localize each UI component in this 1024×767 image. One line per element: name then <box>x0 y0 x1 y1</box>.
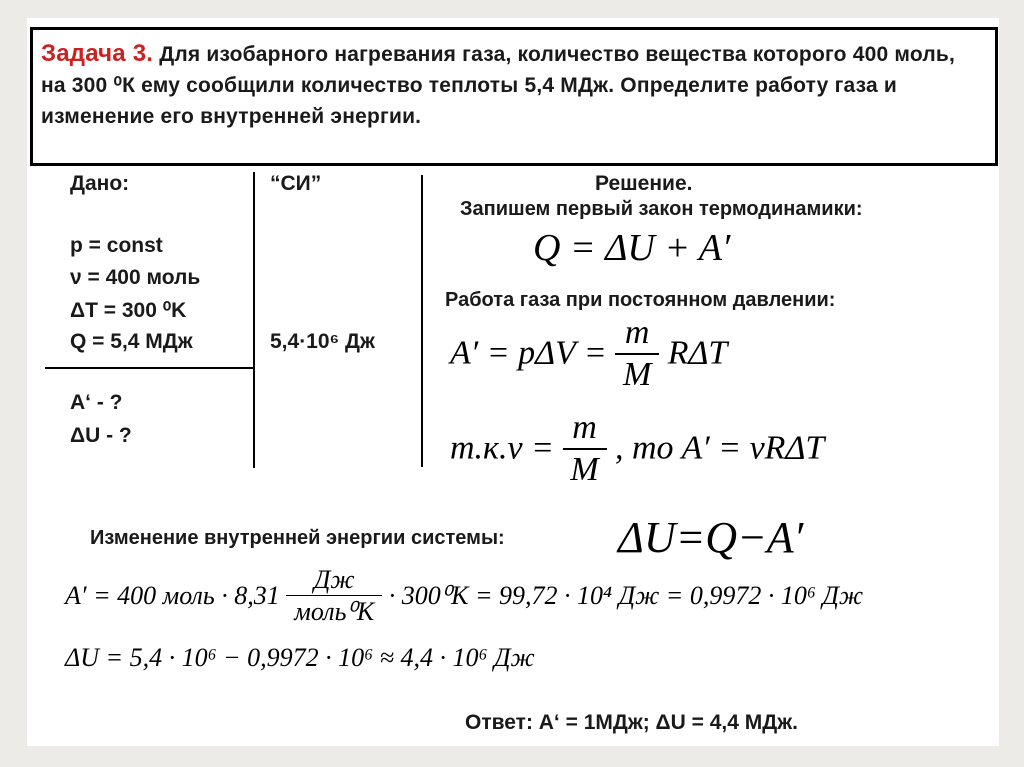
since-numerator: m <box>572 409 597 446</box>
since-denominator: M <box>570 450 599 488</box>
unit-numerator: Дж <box>313 565 355 594</box>
task-text: Для изобарного нагревания газа, количество вещества которого 400 моль, на 300 ⁰К ему сообщили количество теплоты 5,4 МДж. Определите работу газа и изменение его внутренней энергии. <box>41 43 956 128</box>
work-numerator: m <box>624 314 650 351</box>
task-box <box>30 27 998 166</box>
answer: Ответ: A‘ = 1МДж; ΔU = 4,4 МДж. <box>465 711 798 734</box>
given-line: p = const <box>70 234 163 257</box>
first-law-formula: Q = ΔU + A′ <box>533 227 731 269</box>
unit-denominator: моль⁰K <box>294 597 375 627</box>
given-line: Q = 5,4 МДж <box>70 330 193 353</box>
work-calc-lhs: A′ = 400 моль · 8,31 <box>65 580 280 610</box>
first-law-caption: Запишем первый закон термодинамики: <box>460 198 863 220</box>
si-heading: “СИ” <box>270 172 322 195</box>
si-value: 5,4·10⁶ Дж <box>270 330 375 353</box>
since-formula-rhs: , mo A′ = νRΔT <box>615 429 825 467</box>
given-divider <box>45 367 253 369</box>
column-divider <box>421 175 423 467</box>
given-line: ΔT = 300 ⁰K <box>70 299 187 322</box>
given-heading: Дано: <box>70 172 130 195</box>
work-calc-rhs: · 300⁰K = 99,72 · 10⁴ Дж = 0,9972 · 10⁶ Дж <box>388 580 864 610</box>
given-line: ν = 400 моль <box>70 266 201 289</box>
since-formula-lhs: m.к.ν = <box>450 429 554 467</box>
since-formula <box>450 410 824 490</box>
work-calculation <box>65 566 863 636</box>
du-calculation: ΔU = 5,4 · 10⁶ − 0,9972 · 10⁶ ≈ 4,4 · 10⁶ Дж <box>65 643 535 672</box>
since-fraction <box>563 410 607 487</box>
task-statement <box>41 38 981 132</box>
unit-fraction <box>286 566 382 626</box>
energy-caption: Изменение внутренней энергии системы: <box>90 527 505 549</box>
unknown-line: ΔU - ? <box>70 424 132 447</box>
task-label: Задача 3. <box>41 40 154 67</box>
column-divider <box>253 172 255 468</box>
fraction-bar <box>286 595 382 596</box>
work-formula-lhs: A′ = pΔV = <box>450 334 607 372</box>
work-formula <box>450 315 727 395</box>
work-denominator: M <box>623 355 652 393</box>
fraction-bar <box>615 353 659 355</box>
fraction-bar <box>563 448 607 450</box>
work-formula-rhs: RΔT <box>667 334 728 372</box>
solution-heading: Решение. <box>595 172 693 195</box>
unknown-line: A‘ - ? <box>70 391 123 414</box>
work-caption: Работа газа при постоянном давлении: <box>445 289 836 311</box>
work-fraction <box>615 315 659 392</box>
energy-formula: ΔU=Q−A′ <box>618 513 804 562</box>
